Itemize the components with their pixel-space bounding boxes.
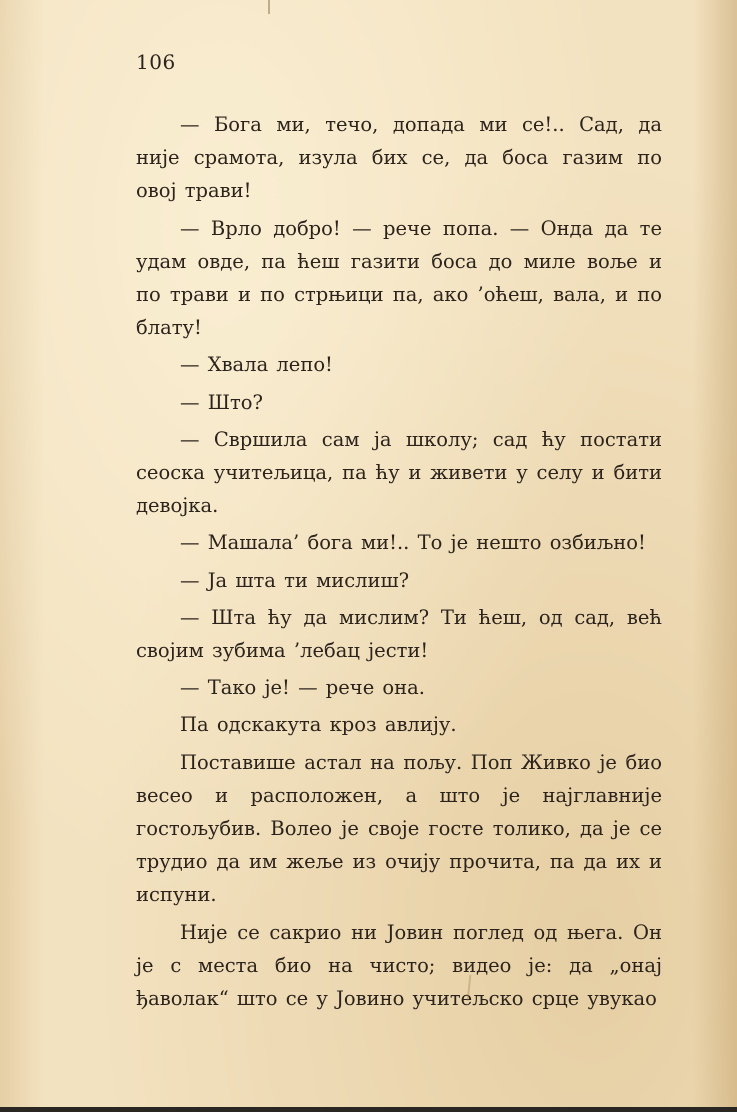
paragraph: — Врло добро! — рече попа. — Онда да те удам овде, па ћеш газити боса до миле воље и по трави и по стрњици па, ако ’оћеш, вала, и по блату! — [136, 216, 662, 340]
page-number: 106 — [136, 50, 176, 74]
paragraph: Па одскакута кроз авлију. — [180, 713, 457, 737]
paragraph: — Бога ми, течо, допада ми се!.. Сад, да није срамота, изула бих се, да боса газим по овој трави! — [136, 113, 662, 203]
paragraph: Поставише астал на пољу. Поп Живко је био весео и расположен, а што је најглавније гостољубив. Волео је своје госте толико, да је се трудио да им жеље из очију прочита, па да их и испуни. — [136, 750, 662, 907]
paragraph: — Што? — [180, 390, 263, 414]
paragraph: — Тако је! — рече она. — [180, 676, 425, 700]
paragraph: — Шта ћу да мислим? Ти ћеш, од сад, већ својим зубима ’лебац јести! — [136, 605, 662, 663]
paragraph: — Ја шта ти мислиш? — [180, 568, 410, 592]
paper-mark — [268, 0, 270, 14]
page-text — [136, 108, 662, 1015]
paragraph: — Свршила сам ја школу; сад ћу постати сеоска учитељица, па ћу и живети у селу и бити девојка. — [136, 427, 662, 518]
page-edge — [0, 1107, 737, 1112]
paragraph: Није се сакрио ни Јовин поглед од њега. Он је с места био на чисто; видео је: да „онај ђаволак“ што се у Јовино учитељско срце увукао — [136, 920, 662, 1011]
paragraph: — Хвала лепо! — [180, 353, 333, 377]
paragraph: — Машала’ бога ми!.. То је нешто озбиљно! — [180, 531, 646, 555]
